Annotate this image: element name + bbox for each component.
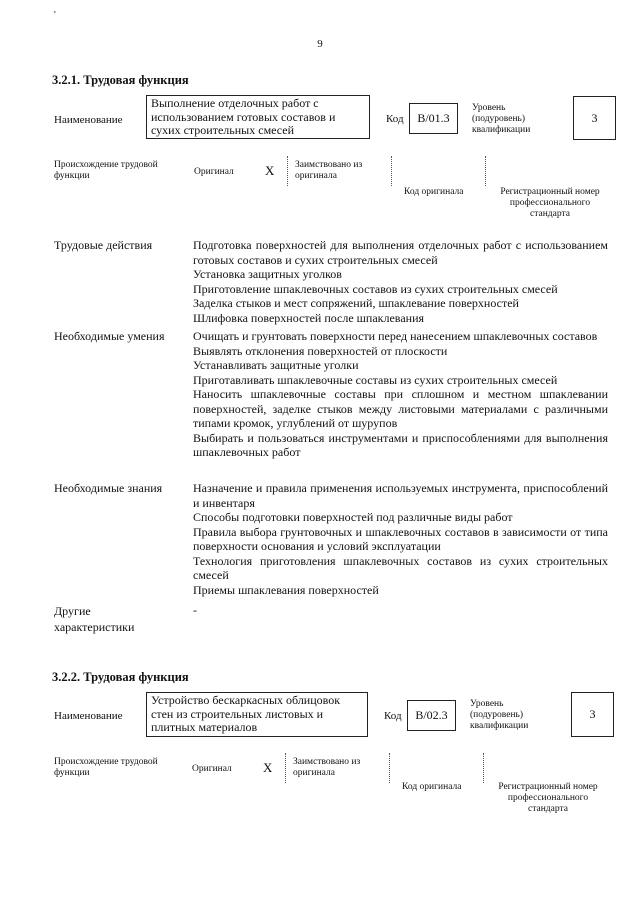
stray-mark: ': [54, 10, 56, 21]
knowledge-item: Приемы шпаклевания поверхностей: [193, 582, 379, 597]
divider-1a: [287, 156, 288, 186]
borrowed-label-1: Заимствовано из оригинала: [295, 160, 363, 181]
function-name-box-2: Устройство бескаркасных облицовок стен из строительных листовых и плитных материалов: [146, 692, 368, 737]
code-label-1: Код: [386, 113, 404, 125]
section-title-321: 3.2.1. Трудовая функция: [52, 73, 189, 87]
labor-actions-list: [193, 238, 608, 325]
page-number: 9: [317, 38, 323, 50]
divider-2a: [285, 753, 286, 783]
labor-action: Подготовка поверхностей для выполнения отделочных работ с использованием готовых составов и сухих строительных смесей: [193, 238, 608, 267]
labor-action: Установка защитных уголков: [193, 267, 342, 281]
name-label-1: Наименование: [54, 114, 123, 126]
code-box-1: B/01.3: [409, 103, 458, 134]
code-box-2: B/02.3: [407, 700, 456, 731]
reg-number-label-2: Регистрационный номер профессионального стандарта: [498, 782, 598, 814]
skill-item: Выбирать и пользоваться инструментами и приспособлениями для выполнения шпаклевочных работ: [193, 430, 608, 459]
level-label-2: Уровень (подуровень) квалификации: [470, 699, 529, 731]
skills-label: Необходимые умения: [54, 329, 165, 343]
divider-1c: [485, 156, 486, 186]
skill-item: Устанавливать защитные уголки: [193, 358, 359, 372]
other-value: -: [193, 603, 197, 617]
reg-number-label-1: Регистрационный номер профессионального стандарта: [500, 187, 600, 219]
divider-1b: [391, 156, 392, 186]
origin-label-2: Происхождение трудовой функции: [54, 757, 158, 778]
code-original-label-1: Код оригинала: [404, 187, 464, 197]
labor-actions-label: Трудовые действия: [54, 238, 153, 252]
borrowed-label-2: Заимствовано из оригинала: [293, 757, 361, 778]
function-name-box-1: Выполнение отделочных работ с использованием готовых составов и сухих строительных смесей: [146, 95, 370, 139]
code-original-label-2: Код оригинала: [402, 782, 462, 792]
knowledge-item: Технология приготовления шпаклевочных составов из сухих строительных смесей: [193, 553, 608, 582]
code-label-2: Код: [384, 710, 402, 722]
original-label-1: Оригинал: [194, 167, 234, 177]
knowledge-label: Необходимые знания: [54, 481, 163, 495]
level-box-2: 3: [571, 692, 614, 737]
labor-action: Заделка стыков и мест сопряжений, шпаклевание поверхностей: [193, 296, 519, 310]
original-label-2: Оригинал: [192, 764, 232, 774]
knowledge-item: Правила выбора грунтовочных и шпаклевочных составов в зависимости от типа поверхности основания и условий эксплуатации: [193, 524, 608, 553]
name-label-2: Наименование: [54, 710, 123, 722]
other-label: Другие характеристики: [54, 604, 135, 634]
divider-2c: [483, 753, 484, 783]
knowledge-item: Назначение и правила применения используемых инструмента, приспособлений и инвентаря: [193, 481, 608, 510]
skills-list: [193, 329, 608, 460]
skill-item: Очищать и грунтовать поверхности перед нанесением шпаклевочных составов: [193, 329, 598, 343]
skill-item: Выявлять отклонения поверхностей от плоскости: [193, 343, 448, 358]
skill-item: Приготавливать шпаклевочные составы из сухих строительных смесей: [193, 372, 558, 387]
divider-2b: [389, 753, 390, 783]
origin-label-1: Происхождение трудовой функции: [54, 160, 158, 181]
labor-action: Шлифовка поверхностей после шпаклевания: [193, 310, 425, 325]
section-title-322: 3.2.2. Трудовая функция: [52, 670, 189, 684]
level-label-1: Уровень (подуровень) квалификации: [472, 103, 531, 135]
level-box-1: 3: [573, 96, 616, 140]
knowledge-list: [193, 481, 608, 597]
skill-item: Наносить шпаклевочные составы при сплошном и местном шпаклевании поверхностей, заделке стыков между листовыми материалами с различными типами кромок, углублений от шурупов: [193, 387, 608, 430]
original-mark-2: X: [263, 760, 273, 775]
labor-action: Приготовление шпаклевочных составов из сухих строительных смесей: [193, 281, 558, 296]
original-mark-1: X: [265, 163, 275, 178]
knowledge-item: Способы подготовки поверхностей под различные виды работ: [193, 510, 513, 524]
